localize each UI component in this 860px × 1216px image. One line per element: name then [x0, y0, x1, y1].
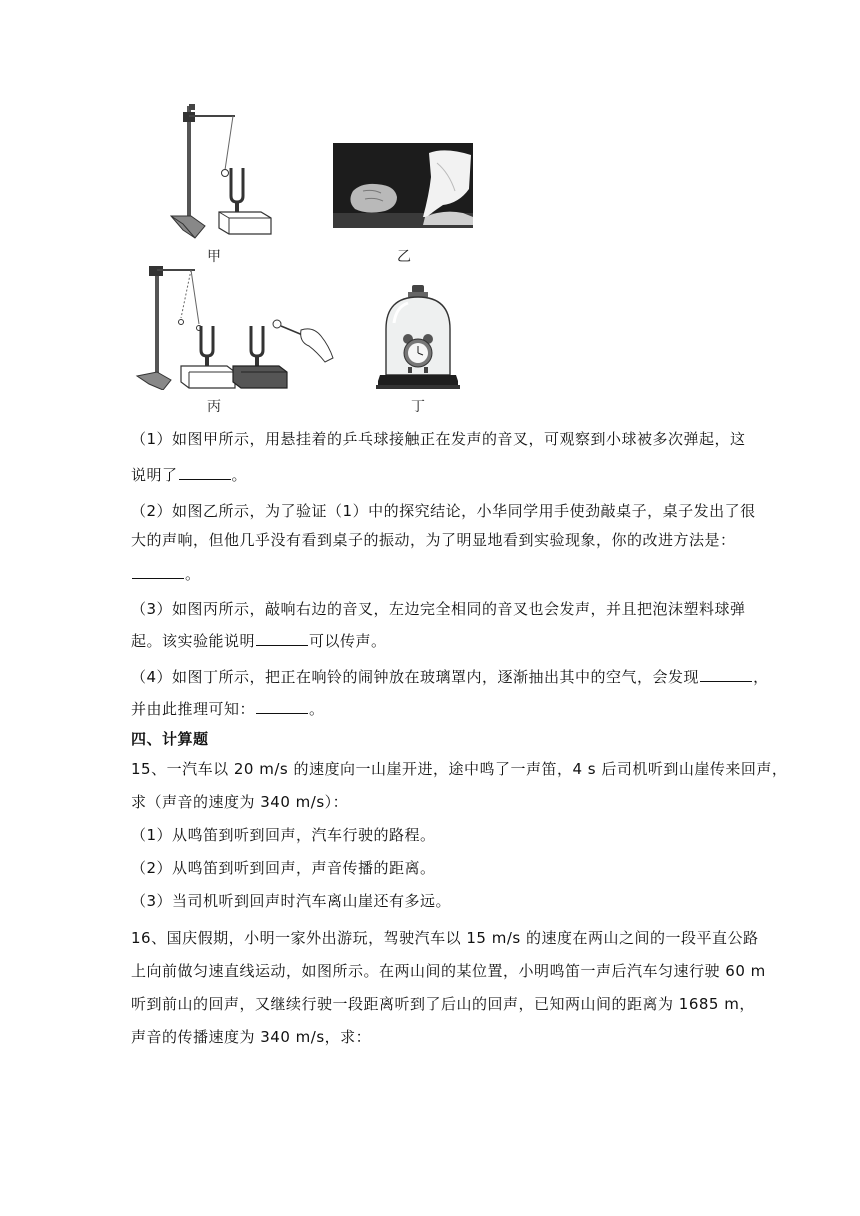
q14-part3-line2: 起。该实验能说明 可以传声。	[131, 632, 387, 650]
figure-bing-caption: 丙	[207, 399, 221, 415]
q15-stem-line1: 15、一汽车以 20 m/s 的速度向一山崖开进，途中鸣了一声笛，4 s 后司机听到山崖传来回声，	[131, 760, 788, 778]
q16-stem-line3: 听到前山的回声，又继续行驶一段距离听到了后山的回声，已知两山间的距离为 1685 m，	[131, 995, 755, 1013]
answer-blank[interactable]	[700, 667, 752, 682]
q14-part2-line1: （2）如图乙所示，为了验证（1）中的探究结论，小华同学用手使劲敲桌子，桌子发出了很	[131, 502, 756, 520]
answer-blank[interactable]	[132, 564, 184, 579]
figure-ding-caption: 丁	[411, 399, 425, 415]
q15-sub1: （1）从鸣笛到听到回声，汽车行驶的路程。	[131, 826, 436, 844]
q16-stem-line2: 上向前做匀速直线运动，如图所示。在两山间的某位置，小明鸣笛一声后汽车匀速行驶 60 m	[131, 962, 766, 980]
figure-yi-photo-knocking-table	[333, 143, 473, 228]
figure-bing-resonating-forks	[133, 260, 343, 390]
q14-part2-line2: 大的声响，但他几乎没有看到桌子的振动，为了明显地看到实验现象，你的改进方法是：	[131, 531, 736, 549]
q14-part2-line3: 。	[131, 563, 201, 584]
answer-blank[interactable]	[256, 699, 308, 714]
answer-blank[interactable]	[256, 631, 308, 646]
section-title-calculation: 四、计算题	[131, 730, 209, 748]
figure-ding-bell-jar-alarm-clock	[376, 283, 460, 391]
q15-sub3: （3）当司机听到回声时汽车离山崖还有多远。	[131, 892, 452, 910]
q15-sub2: （2）从鸣笛到听到回声，声音传播的距离。	[131, 859, 436, 877]
q14-part1-text: 说明了	[131, 466, 178, 484]
answer-blank[interactable]	[179, 465, 231, 480]
q14-part3-line1: （3）如图丙所示，敲响右边的音叉，左边完全相同的音叉也会发声，并且把泡沫塑料球弹	[131, 600, 746, 618]
figure-jia-caption: 甲	[207, 249, 221, 265]
figure-yi-caption: 乙	[397, 249, 411, 265]
q14-part1-line1: （1）如图甲所示，用悬挂着的乒乓球接触正在发声的音叉，可观察到小球被多次弹起，这	[131, 430, 746, 448]
figure-jia-tuning-fork-pendulum	[165, 98, 275, 248]
q14-part4-line1: （4）如图丁所示，把正在响铃的闹钟放在玻璃罩内，逐渐抽出其中的空气，会发现 ，	[131, 668, 769, 686]
q16-stem-line1: 16、国庆假期，小明一家外出游玩，驾驶汽车以 15 m/s 的速度在两山之间的一段平直公路	[131, 929, 759, 947]
q15-stem-line2: 求（声音的速度为 340 m/s）：	[131, 793, 349, 811]
q14-part1-line2: 说明了 。	[131, 466, 248, 484]
q16-stem-line4: 声音的传播速度为 340 m/s，求：	[131, 1028, 372, 1046]
q14-part4-line2: 并由此推理可知： 。	[131, 700, 325, 718]
